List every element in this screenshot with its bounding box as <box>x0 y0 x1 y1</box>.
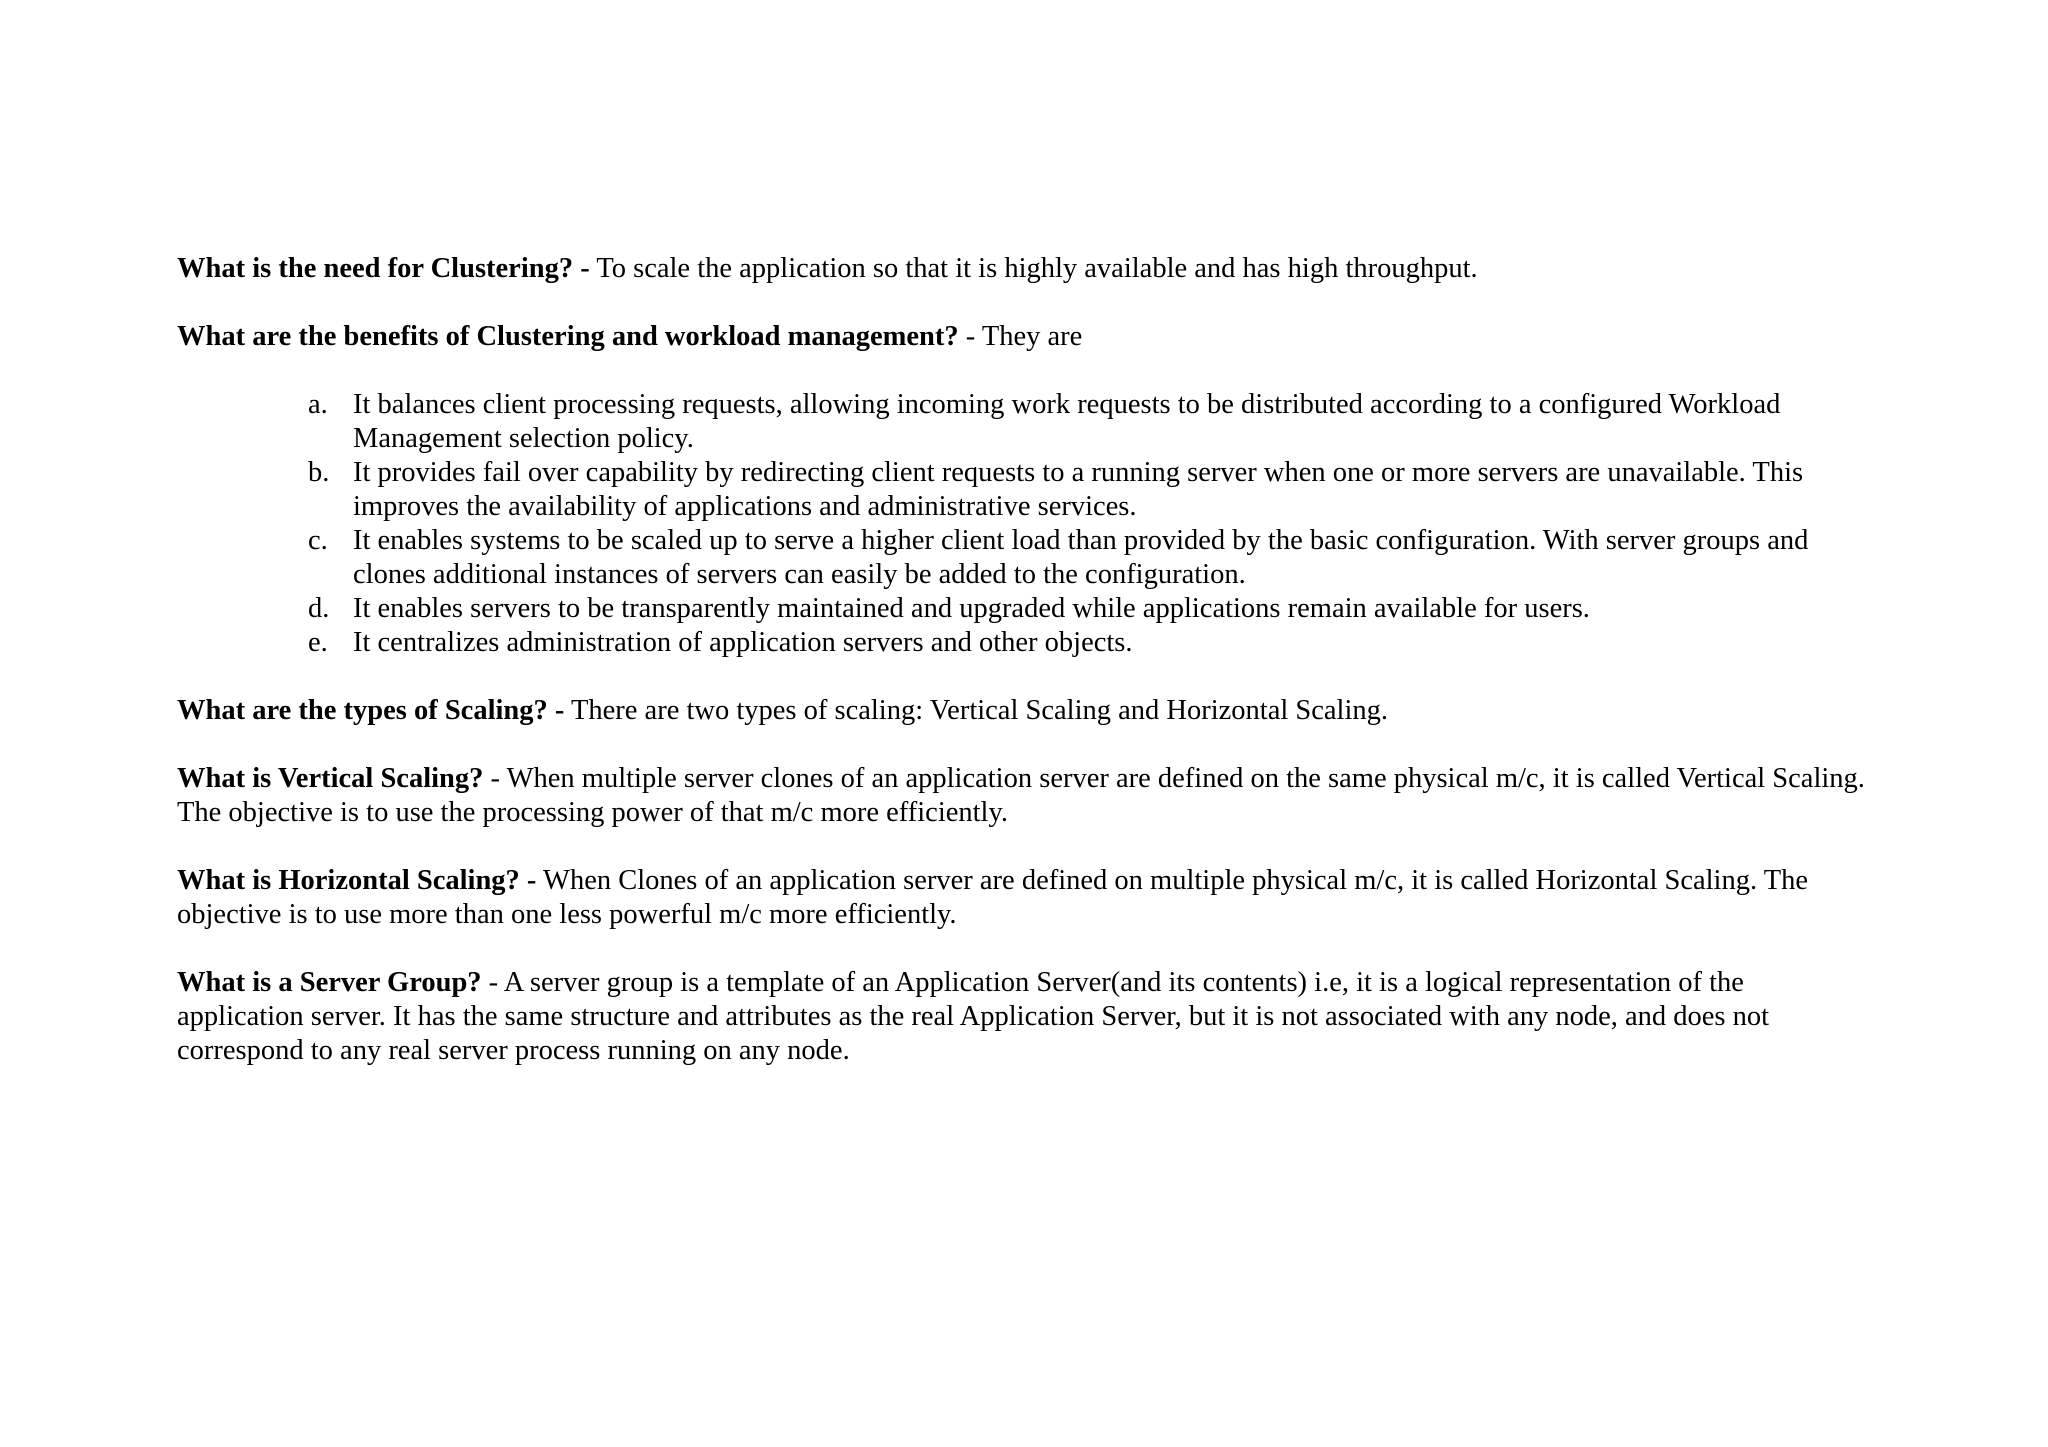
answer-vertical-scaling: - When multiple server clones of an application server are defined on the same physical m/c, it is called Vertical Scaling. The objective is to use the processing power of that m/c more efficiently. <box>177 763 1865 828</box>
answer-scaling-types: There are two types of scaling: Vertical Scaling and Horizontal Scaling. <box>564 695 1388 726</box>
list-marker: a. <box>308 389 328 420</box>
list-item-text: It provides fail over capability by redirecting client requests to a running server when one or more servers are unavailable. This improves the availability of applications and administrative services. <box>353 457 1804 522</box>
paragraph-clustering-need <box>177 252 1877 286</box>
list-item <box>308 626 1877 660</box>
question-clustering-benefits: What are the benefits of Clustering and workload management? <box>177 321 959 352</box>
list-item <box>308 592 1877 626</box>
list-item-text: It enables servers to be transparently maintained and upgraded while applications remain available for users. <box>353 593 1590 624</box>
list-item <box>308 388 1877 456</box>
list-item-text: It enables systems to be scaled up to serve a higher client load than provided by the basic configuration. With server groups and clones additional instances of servers can easily be added to the configuration. <box>353 525 1809 590</box>
benefits-list <box>177 388 1877 660</box>
list-marker: e. <box>308 627 328 658</box>
paragraph-horizontal-scaling <box>177 864 1877 932</box>
question-scaling-types: What are the types of Scaling? - <box>177 695 565 726</box>
answer-clustering-benefits: - They are <box>958 321 1083 352</box>
list-marker: b. <box>308 457 330 488</box>
answer-clustering-need: To scale the application so that it is highly available and has high throughput. <box>589 253 1478 284</box>
question-vertical-scaling: What is Vertical Scaling? <box>177 763 484 794</box>
answer-server-group: - A server group is a template of an Application Server(and its contents) i.e, it is a logical representation of the application server. It has the same structure and attributes as the real Application Server, but it is not associated with any node, and does not correspond to any real server process running on any node. <box>177 967 1770 1066</box>
paragraph-server-group <box>177 966 1877 1068</box>
question-clustering-need: What is the need for Clustering? - <box>177 253 590 284</box>
answer-horizontal-scaling: When Clones of an application server are defined on multiple physical m/c, it is called Horizontal Scaling. The objective is to use more than one less powerful m/c more efficiently. <box>177 865 1809 930</box>
list-marker: d. <box>308 593 330 624</box>
question-horizontal-scaling: What is Horizontal Scaling? - <box>177 865 537 896</box>
document-body <box>177 252 1877 1102</box>
paragraph-vertical-scaling <box>177 762 1877 830</box>
list-item-text: It balances client processing requests, allowing incoming work requests to be distributed according to a configured Workload Management selection policy. <box>353 389 1781 454</box>
paragraph-clustering-benefits <box>177 320 1877 354</box>
paragraph-scaling-types <box>177 694 1877 728</box>
list-marker: c. <box>308 525 328 556</box>
list-item <box>308 524 1877 592</box>
list-item <box>308 456 1877 524</box>
list-item-text: It centralizes administration of application servers and other objects. <box>353 627 1133 658</box>
question-server-group: What is a Server Group? <box>177 967 482 998</box>
